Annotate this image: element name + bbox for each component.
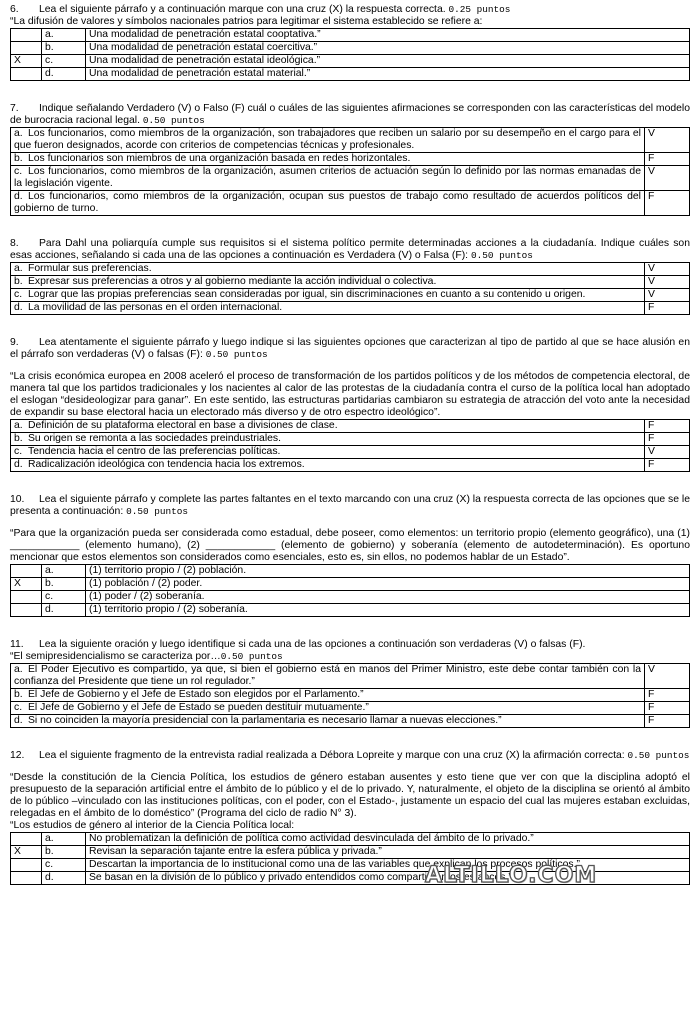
quoted-paragraph: “La crisis económica europea en 2008 aceleró el proceso de transformación de los partidos políticos y de los métodos de competencia electoral, de manera tal que los partidos tradicionales y los nacientes al calor de las protestas de la ciudadanía contra el curso de la política local han adoptado el eslogan “desideologizar para ganar”. En este sentido, las estructuras partidarias cambiaron su estrategia de atracción del voto ante la necesidad de expandir su base electoral hacia un electorado más diverso y de otro espectro ideológico”. [10, 371, 690, 418]
option-mark-cell[interactable] [11, 68, 42, 81]
option-text: Expresar sus preferencias a otros y al gobierno mediante la acción individual o colectiva. [28, 276, 437, 287]
option-letter: c. [14, 702, 23, 713]
option-row [11, 55, 690, 68]
option-answer[interactable]: F [645, 702, 690, 715]
option-text: Una modalidad de penetración estatal material.” [86, 68, 690, 81]
option-mark-cell[interactable] [11, 29, 42, 42]
question-text: Lea el siguiente párrafo y a continuación marque con una cruz (X) la respuesta correcta. [39, 4, 446, 15]
option-text-cell [11, 263, 645, 276]
option-letter: d. [14, 191, 23, 202]
option-answer[interactable]: F [645, 420, 690, 433]
option-mark-cell[interactable] [11, 604, 42, 617]
question-number: 7. [10, 103, 19, 114]
option-text: (1) población / (2) poder. [86, 578, 690, 591]
option-text-cell [11, 302, 645, 315]
option-row [11, 153, 690, 166]
question-text: Para Dahl una poliarquía cumple sus requisitos si el sistema político permite determinadas acciones a la ciudadanía. Indique cuáles son esas acciones, señalando si cada una de las opciones a continuación es Verdadera (V) o Falsa (F): [10, 238, 690, 261]
option-text: El Jefe de Gobierno y el Jefe de Estado son elegidos por el Parlamento.” [28, 689, 364, 700]
option-letter: a. [14, 664, 23, 675]
option-letter: a. [14, 420, 23, 431]
option-answer[interactable]: F [645, 191, 690, 216]
question-9 [10, 337, 690, 472]
option-text-cell [11, 289, 645, 302]
option-row [11, 604, 690, 617]
option-letter: b. [14, 276, 23, 287]
question-title [10, 639, 690, 651]
option-text-cell [11, 433, 645, 446]
option-letter: b. [14, 153, 23, 164]
option-letter: c. [42, 55, 86, 68]
option-mark-cell[interactable]: X [11, 578, 42, 591]
option-row [11, 702, 690, 715]
question-text: Lea el siguiente fragmento de la entrevista radial realizada a Débora Lopreite y marque con una cruz (X) la afirmación correcta: [39, 750, 625, 761]
option-row [11, 68, 690, 81]
question-number: 12. [10, 750, 25, 761]
option-row [11, 420, 690, 433]
option-row [11, 846, 690, 859]
question-title [10, 337, 690, 361]
option-answer[interactable]: F [645, 715, 690, 728]
question-points: 0.50 puntos [470, 250, 533, 261]
option-text-cell [11, 153, 645, 166]
option-text-cell [11, 689, 645, 702]
question-text: Lea la siguiente oración y luego identifique si cada una de las opciones a continuación son verdaderas (V) o falsas (F). [39, 639, 586, 650]
option-text-cell [11, 128, 645, 153]
option-mark-cell[interactable] [11, 591, 42, 604]
option-text-cell [11, 446, 645, 459]
option-text: Una modalidad de penetración estatal coercitiva.” [86, 42, 690, 55]
option-letter: d. [42, 872, 86, 885]
option-text: Una modalidad de penetración estatal ideológica.” [86, 55, 690, 68]
question-title [10, 238, 690, 262]
question-text: Lea el siguiente párrafo y complete las partes faltantes en el texto marcando con una cruz (X) la respuesta correcta de las opciones que se le presenta a continuación: [10, 494, 690, 517]
option-row [11, 42, 690, 55]
question-subtitle: “La difusión de valores y símbolos nacionales patrios para legitimar el sistema establecido se refiere a: [10, 16, 483, 27]
option-row [11, 263, 690, 276]
option-mark-cell[interactable] [11, 872, 42, 885]
option-letter: a. [42, 29, 86, 42]
question-6 [10, 4, 690, 81]
option-answer[interactable]: V [645, 128, 690, 153]
option-mark-cell[interactable]: X [11, 846, 42, 859]
options-table [10, 419, 690, 472]
option-mark-cell[interactable] [11, 42, 42, 55]
option-answer[interactable]: V [645, 664, 690, 689]
option-row [11, 166, 690, 191]
question-title [10, 103, 690, 127]
option-letter: c. [42, 591, 86, 604]
option-row [11, 578, 690, 591]
option-letter: a. [14, 263, 23, 274]
option-text-cell [11, 702, 645, 715]
option-answer[interactable]: F [645, 689, 690, 702]
question-subtitle [10, 651, 690, 663]
option-row [11, 459, 690, 472]
option-letter: d. [42, 68, 86, 81]
option-text-cell [11, 276, 645, 289]
option-text: No problematizan la definición de política como actividad desvinculada del ámbito de lo privado.” [86, 833, 690, 846]
option-row [11, 302, 690, 315]
options-table [10, 127, 690, 216]
option-answer[interactable]: F [645, 153, 690, 166]
option-text-cell [11, 166, 645, 191]
option-row [11, 29, 690, 42]
question-points: 0.50 puntos [220, 651, 283, 662]
option-row [11, 276, 690, 289]
question-8 [10, 238, 690, 315]
option-row [11, 565, 690, 578]
option-answer[interactable]: V [645, 263, 690, 276]
option-row [11, 689, 690, 702]
option-answer[interactable]: F [645, 433, 690, 446]
quoted-paragraph: “Desde la constitución de la Ciencia Política, los estudios de género estaban ausentes y esto tiene que ver con que la disciplina adoptó el presupuesto de la separación artificial entre el ámbito de lo público y el de lo privado. Y, naturalmente, el objeto de la disciplina se orientó al ámbito de lo público –vinculado con las instituciones políticas, con el poder, con el Estado-, justamente un espacio del cual las mujeres estaban excluidas, relegadas en el ámbito de lo doméstico” (Programa del ciclo de radio N° 3). [10, 772, 690, 819]
option-text-cell [11, 664, 645, 689]
options-table [10, 564, 690, 617]
option-letter: a. [14, 128, 23, 139]
question-subtitle-text: “El semipresidencialismo se caracteriza por… [10, 651, 221, 662]
option-row [11, 433, 690, 446]
option-text: Revisan la separación tajante entre la esfera pública y privada.” [86, 846, 690, 859]
question-subtitle: “Los estudios de género al interior de la Ciencia Política local: [10, 820, 295, 831]
question-number: 9. [10, 337, 19, 348]
question-number: 10. [10, 494, 25, 505]
option-text: Definición de su plataforma electoral en base a divisiones de clase. [28, 420, 338, 431]
question-text: Lea atentamente el siguiente párrafo y luego indique si las siguientes opciones que caracterizan al tipo de partido al que se hace alusión en el párrafo son verdaderas (V) o falsas (F): [10, 337, 690, 360]
question-title [10, 494, 690, 518]
option-answer[interactable]: V [645, 166, 690, 191]
option-letter: d. [14, 715, 23, 726]
option-answer[interactable]: V [645, 289, 690, 302]
question-10 [10, 494, 690, 617]
option-letter: c. [14, 166, 23, 177]
option-text: Los funcionarios, como miembros de la organización, ocupan sus puestos de trabajo como resultado de acuerdos políticos del gobierno de turno. [14, 191, 641, 214]
option-mark-cell[interactable] [11, 859, 42, 872]
option-text: Los funcionarios son miembros de una organización basada en redes horizontales. [28, 153, 411, 164]
question-points: 0.50 puntos [126, 506, 189, 517]
option-answer[interactable]: V [645, 276, 690, 289]
option-text: Radicalización ideológica con tendencia hacia los extremos. [28, 459, 305, 470]
options-table [10, 663, 690, 728]
option-text: La movilidad de las personas en el orden internacional. [28, 302, 283, 313]
watermark-logo: ALTILLO.COM [425, 863, 598, 888]
question-number: 6. [10, 4, 19, 15]
option-text: Los funcionarios, como miembros de la organización, son trabajadores que reciben un salario por su desempeño en el cargo para el que fueron designados, acorde con criterios de competencias técnicas y profesionales. [14, 128, 641, 151]
option-row [11, 191, 690, 216]
question-points: 0.50 puntos [205, 349, 268, 360]
option-answer[interactable]: F [645, 459, 690, 472]
option-letter: b. [14, 689, 23, 700]
option-mark-cell[interactable] [11, 833, 42, 846]
option-letter: b. [42, 578, 86, 591]
option-text: Los funcionarios, como miembros de la organización, asumen criterios de actuación según lo definido por las normas emanadas de la legislación vigente. [14, 166, 641, 189]
question-11 [10, 639, 690, 728]
options-table [10, 28, 690, 81]
option-row [11, 446, 690, 459]
option-row [11, 128, 690, 153]
option-text: (1) territorio propio / (2) soberanía. [86, 604, 690, 617]
question-title [10, 750, 690, 762]
option-text-cell [11, 459, 645, 472]
option-mark-cell[interactable] [11, 565, 42, 578]
option-text: (1) territorio propio / (2) población. [86, 565, 690, 578]
option-row [11, 833, 690, 846]
option-mark-cell[interactable]: X [11, 55, 42, 68]
option-letter: b. [42, 42, 86, 55]
options-table [10, 262, 690, 315]
option-row [11, 591, 690, 604]
option-letter: c. [14, 289, 23, 300]
option-text: Descartan la importancia de lo institucional como una de las variables que explican los procesos políticos.” [86, 859, 690, 872]
question-points: 0.50 puntos [627, 750, 690, 761]
option-text: Su origen se remonta a las sociedades preindustriales. [28, 433, 281, 444]
option-text: Formular sus preferencias. [28, 263, 152, 274]
option-text: El Poder Ejecutivo es compartido, ya que, si bien el gobierno está en manos del Primer Ministro, este debe contar también con la confianza del Presidente que tiene un rol regulador.” [14, 664, 641, 687]
option-letter: d. [42, 604, 86, 617]
option-text: Se basan en la división de lo público y privado entendidos como compartimentos estancos.” [86, 872, 690, 885]
question-title [10, 4, 690, 16]
option-text-cell [11, 715, 645, 728]
exam-page [10, 4, 690, 888]
question-points: 0.50 puntos [142, 115, 205, 126]
option-text: Lograr que las propias preferencias sean consideradas por igual, sin discriminaciones en cuanto a su contenido u origen. [28, 289, 586, 300]
option-text: Si no coinciden la mayoría presidencial con la parlamentaria es necesario llamar a nuevas elecciones.” [28, 715, 502, 726]
option-text: Tendencia hacia el centro de las preferencias políticas. [28, 446, 281, 457]
option-letter: c. [42, 859, 86, 872]
option-letter: c. [14, 446, 23, 457]
option-row [11, 715, 690, 728]
option-letter: a. [42, 565, 86, 578]
option-letter: b. [14, 433, 23, 444]
option-letter: a. [42, 833, 86, 846]
option-row [11, 664, 690, 689]
option-letter: d. [14, 459, 23, 470]
question-points: 0.25 puntos [448, 4, 511, 15]
option-text: (1) poder / (2) soberanía. [86, 591, 690, 604]
option-text: Una modalidad de penetración estatal cooptativa.” [86, 29, 690, 42]
question-text: Indique señalando Verdadero (V) o Falso (F) cuál o cuáles de las siguientes afirmaciones se corresponden con las características del modelo de burocracia racional legal. [10, 103, 690, 126]
option-letter: b. [42, 846, 86, 859]
option-text: El Jefe de Gobierno y el Jefe de Estado se pueden destituir mutuamente.” [28, 702, 369, 713]
option-answer[interactable]: V [645, 446, 690, 459]
quoted-paragraph: “Para que la organización pueda ser considerada como estadual, debe poseer, como elementos: un territorio propio (elemento geográfico), una (1) ____________ (elemento humano), (2) ____________ (elemento de gobierno) y soberanía (elemento de autodeterminación). Es oportuno mencionar que estos elementos son considerados como esenciales, esto es, sin ellos, no podemos hablar de un Estado”. [10, 528, 690, 563]
question-number: 11. [10, 639, 24, 650]
option-letter: d. [14, 302, 23, 313]
option-text-cell [11, 191, 645, 216]
question-number: 8. [10, 238, 19, 249]
option-answer[interactable]: F [645, 302, 690, 315]
option-row [11, 289, 690, 302]
option-text-cell [11, 420, 645, 433]
question-7 [10, 103, 690, 216]
